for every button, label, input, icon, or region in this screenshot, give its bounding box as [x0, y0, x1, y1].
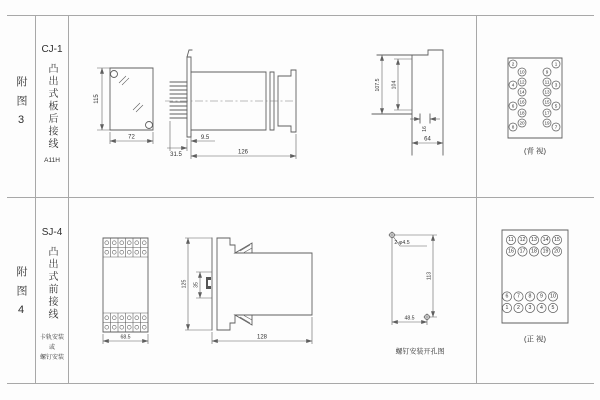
cj1-panel-cutout-drawing: [368, 45, 468, 157]
frame-line-top: [7, 15, 594, 16]
terminal-number: 18: [519, 110, 525, 116]
dim-label: 9.5: [200, 135, 210, 141]
dimension-72: [110, 132, 153, 144]
frame-line-col2: [68, 15, 69, 383]
dimension-16: [410, 119, 440, 132]
terminal-number: 19: [542, 248, 549, 255]
terminal-number: 2: [511, 61, 515, 67]
terminal-number: 8: [511, 124, 515, 130]
figure4-mounting-note-line3: 螺钉安装: [39, 355, 64, 361]
terminal-column-left-outer: [509, 60, 517, 131]
dimension-115: [94, 68, 110, 130]
figure4-mounting-note-line2: 或: [48, 345, 55, 351]
terminal-number: 14: [542, 237, 549, 243]
terminal-number: 9: [545, 69, 549, 75]
terminal-number: 2: [517, 305, 520, 311]
terminal-row-11-15: [506, 235, 561, 244]
hole-label: 2-φ4.5: [394, 240, 410, 246]
terminal-number: 11: [544, 79, 550, 85]
dim-label: 126: [237, 149, 249, 156]
terminal-number: 7: [554, 124, 558, 130]
terminal-number: 12: [519, 237, 526, 243]
terminal-number: 9: [540, 293, 543, 300]
terminal-number: 7: [517, 293, 520, 300]
rear-view-caption: (背 视): [523, 146, 547, 156]
terminal-number: 19: [544, 120, 550, 126]
terminal-column-left-inner: [518, 68, 526, 127]
figure4-wiring-type-label: 凸出式前接线: [46, 246, 57, 321]
terminal-number: 12: [519, 79, 525, 85]
relay-outline: [103, 238, 148, 332]
terminal-number: 20: [554, 248, 560, 255]
terminal-plate-outline: [502, 230, 568, 323]
dim-label: 128: [256, 334, 268, 341]
front-view-caption: (正 视): [523, 334, 547, 344]
dim-label: 48.5: [404, 315, 415, 322]
cj1-front-view-drawing: [90, 58, 168, 154]
terminal-number: 1: [505, 305, 509, 311]
terminal-pins: [170, 82, 187, 118]
terminal-number: 17: [544, 110, 550, 116]
terminal-number: 13: [544, 89, 550, 95]
terminal-number: 8: [528, 293, 532, 300]
cj1-side-view-drawing: [163, 45, 298, 165]
dim-label: 72: [128, 134, 135, 141]
mounting-hole: [146, 122, 153, 129]
terminal-number: 3: [528, 305, 532, 311]
figure3-model-label: CJ-1: [41, 44, 63, 55]
terminal-number: 20: [519, 120, 525, 126]
figure4-row-label: 附图4: [15, 266, 27, 324]
din-rail-profile: [206, 277, 211, 289]
dim-label: 64: [424, 136, 431, 143]
dim-label: 107.5: [375, 78, 381, 92]
dimension-64: [412, 137, 443, 144]
dimension-104: [392, 59, 413, 110]
terminal-number: 15: [554, 237, 560, 243]
cutout-outline: [372, 50, 443, 155]
terminal-number: 3: [554, 82, 558, 88]
terminal-row-6-10: [502, 292, 557, 301]
dimension-35: [194, 272, 213, 298]
terminal-number: 14: [519, 89, 525, 95]
sj4-drill-diagram: [375, 225, 470, 360]
dimension-107-5: [375, 55, 382, 114]
dim-label: 35: [193, 282, 200, 288]
terminal-row-16-20: [506, 247, 561, 256]
terminal-number: 6: [511, 103, 515, 109]
figure4-mounting-note-line1: 卡轨安装: [39, 335, 64, 341]
relay-body-outline: [206, 238, 312, 330]
sj4-front-view-drawing: [95, 230, 157, 350]
terminal-number: 10: [550, 293, 556, 300]
rail-clip-wedge: [235, 243, 252, 325]
terminal-number: 13: [531, 237, 537, 243]
frame-line-bottom: [7, 383, 594, 384]
relay-outline: [110, 68, 153, 130]
dim-label: 113: [426, 271, 433, 281]
terminal-number: 16: [519, 99, 525, 105]
relay-body-outline: [165, 50, 296, 137]
terminal-number: 4: [540, 305, 543, 311]
dimension-9-5: [191, 133, 215, 144]
terminal-number: 5: [551, 305, 555, 311]
dim-label: 115: [94, 94, 100, 104]
terminal-number: 17: [519, 248, 526, 255]
figure4-model-label: SJ-4: [41, 227, 63, 238]
terminal-column-right-inner: [543, 68, 551, 127]
figure3-wiring-type-label: 凸出式板后接线: [46, 63, 57, 151]
sj4-front-terminal-view: [495, 225, 585, 350]
dim-label: 16: [422, 126, 428, 132]
dim-label: 125: [181, 279, 188, 289]
dimension-68-5: [103, 334, 148, 344]
terminal-number: 4: [511, 82, 515, 88]
terminal-number: 6: [505, 293, 509, 300]
terminal-number: 10: [519, 69, 525, 75]
terminal-number: 1: [554, 61, 558, 67]
terminal-number: 15: [544, 99, 550, 105]
dim-label: 31.5: [170, 152, 182, 158]
cj1-rear-terminal-view: [498, 50, 578, 158]
sj4-side-view-drawing: [180, 225, 320, 350]
drill-diagram-caption: 螺钉安装开孔图: [395, 348, 445, 356]
dimension-31-5: [167, 121, 187, 158]
terminal-number: 18: [531, 248, 537, 255]
dimension-128: [212, 317, 312, 344]
dim-label: 68.5: [120, 334, 131, 341]
frame-line-middle: [7, 197, 594, 198]
frame-line-col1: [35, 15, 36, 383]
hatch-marks: [119, 76, 143, 112]
dimension-113: [395, 235, 437, 317]
figure3-code-label: A11H: [44, 157, 60, 164]
terminal-column-right-outer: [552, 60, 560, 131]
hole-callout: [394, 237, 428, 246]
dimension-48-5: [392, 238, 427, 325]
frame-line-col3: [476, 15, 477, 383]
figure3-row-label: 附图3: [15, 76, 27, 134]
terminal-row-1-5: [502, 303, 557, 312]
terminal-number: 16: [508, 248, 514, 255]
terminal-number: 11: [508, 237, 514, 243]
terminal-number: 5: [554, 103, 558, 109]
mounting-hole: [111, 71, 118, 78]
dim-label: 104: [391, 80, 398, 90]
